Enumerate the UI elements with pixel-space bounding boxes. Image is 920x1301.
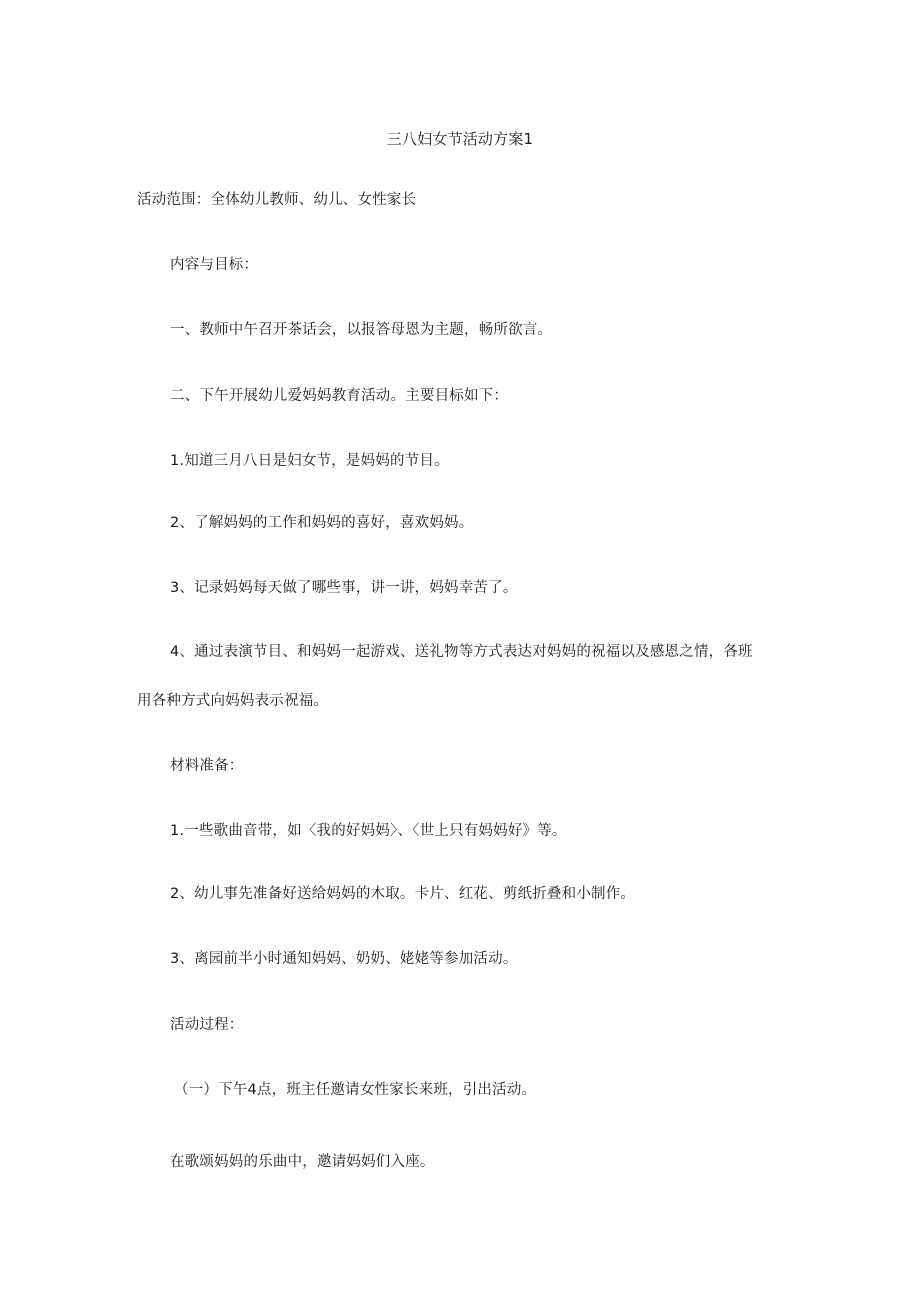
material-item-3: 3、离园前半小时通知妈妈、奶奶、姥姥等参加活动。 (170, 951, 518, 967)
material-item-1: 1.一些歌曲音带，如〈我的好妈妈〉、〈世上只有妈妈好》等。 (170, 823, 567, 839)
document-title: 三八妇女节活动方案1 (386, 130, 534, 148)
process-heading: 活动过程： (170, 1017, 244, 1033)
content-item-2: 二、下午开展幼儿爱妈妈教育活动。主要目标如下： (170, 388, 509, 404)
process-item-2: 在歌颂妈妈的乐曲中，邀请妈妈们入座。 (170, 1154, 435, 1170)
content-item-1: 一、教师中午召开茶话会，以报答母恩为主题，畅所欲言。 (170, 322, 553, 338)
goal-item-3: 3、记录妈妈每天做了哪些事，讲一讲，妈妈幸苦了。 (170, 580, 518, 596)
material-item-2: 2、幼儿事先准备好送给妈妈的木取。卡片、红花、剪纸折叠和小制作。 (170, 886, 636, 902)
goal-item-4-continued: 用各种方式向妈妈表示祝福。 (137, 693, 329, 709)
content-heading: 内容与目标： (170, 257, 259, 273)
activity-scope: 活动范围：全体幼儿教师、幼儿、女性家长 (137, 192, 417, 208)
goal-item-4: 4、通过表演节目、和妈妈一起游戏、送礼物等方式表达对妈妈的祝福以及感恩之情，各班 (170, 644, 753, 660)
materials-heading: 材料准备： (170, 758, 244, 774)
goal-item-1: 1.知道三月八日是妇女节，是妈妈的节目。 (170, 453, 449, 469)
process-item-1: （一）下午4点，班主任邀请女性家长来班，引出活动。 (174, 1082, 537, 1098)
goal-item-2: 2、了解妈妈的工作和妈妈的喜好，喜欢妈妈。 (170, 515, 474, 531)
